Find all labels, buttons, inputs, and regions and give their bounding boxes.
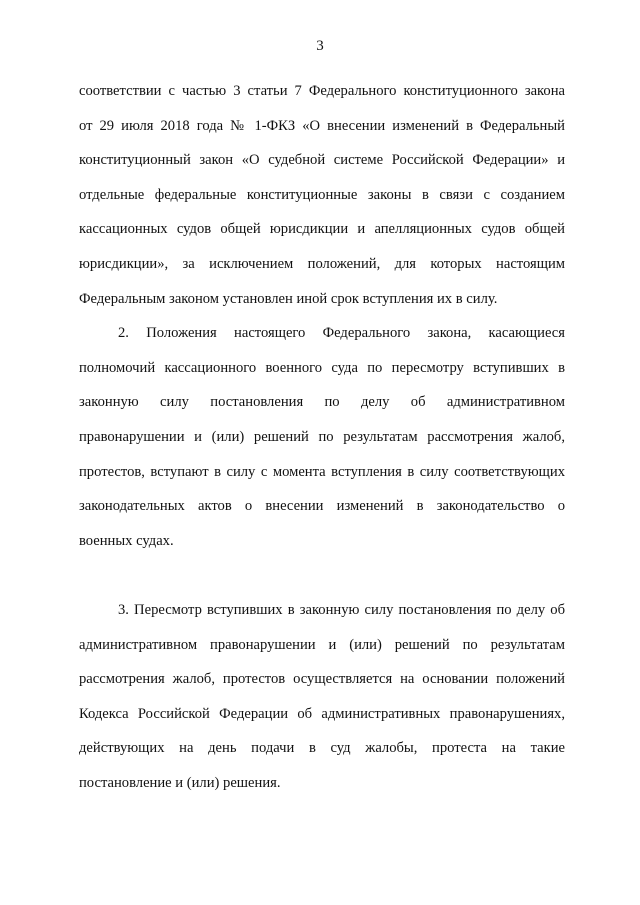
paragraph-3	[79, 593, 565, 801]
text-line: юрисдикции», за исключением положений, для которых настоящим	[79, 255, 565, 272]
text-line: Кодекса Российской Федерации об административных правонарушениях,	[79, 705, 565, 722]
paragraph-1	[79, 74, 565, 316]
document-body	[79, 74, 565, 800]
text-line: Федеральным законом установлен иной срок вступления их в силу.	[79, 290, 498, 307]
text-line: кассационных судов общей юрисдикции и апелляционных судов общей	[79, 221, 565, 238]
text-line: отдельные федеральные конституционные законы в связи с созданием	[79, 186, 565, 203]
text-line: законную силу постановления по делу об административном	[79, 394, 565, 411]
text-line: рассмотрения жалоб, протестов осуществляется на основании положений	[79, 671, 565, 688]
text-line: 3. Пересмотр вступивших в законную силу постановления по делу об	[118, 601, 565, 618]
paragraph-2	[79, 316, 565, 558]
text-line: протестов, вступают в силу с момента вступления в силу соответствующих	[79, 463, 565, 480]
page-number: 3	[316, 38, 324, 54]
text-line: полномочий кассационного военного суда по пересмотру вступивших в	[79, 359, 565, 376]
text-line: конституционный закон «О судебной системе Российской Федерации» и	[79, 152, 565, 169]
text-line: законодательных актов о внесении изменений в законодательство о	[79, 498, 565, 515]
text-line: действующих на день подачи в суд жалобы, протеста на такие	[79, 740, 565, 757]
text-line: от 29 июля 2018 года № 1-ФКЗ «О внесении изменений в Федеральный	[79, 117, 565, 134]
text-line: военных судах.	[79, 532, 174, 549]
paragraph-gap	[79, 558, 565, 593]
text-line: соответствии с частью 3 статьи 7 Федерального конституционного закона	[79, 83, 565, 99]
text-line: 2. Положения настоящего Федерального закона, касающиеся	[118, 325, 565, 342]
text-line: постановление и (или) решения.	[79, 774, 281, 791]
text-line: правонарушении и (или) решений по результатам рассмотрения жалоб,	[79, 428, 565, 445]
text-line: административном правонарушении и (или) решений по результатам	[79, 636, 565, 653]
